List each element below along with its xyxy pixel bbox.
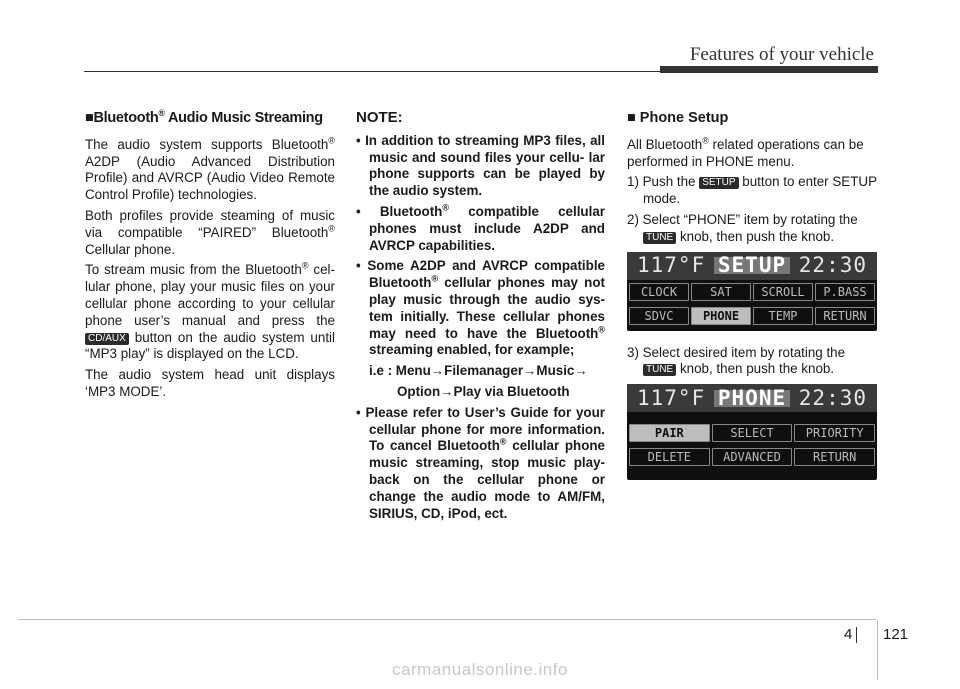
- lcd2-item-select: SELECT: [712, 424, 793, 442]
- chapter-number: 4: [844, 626, 853, 643]
- header-rule: [84, 71, 664, 72]
- lcd2-item-return: RETURN: [794, 448, 875, 466]
- cd-aux-button-icon: CD/AUX: [85, 333, 129, 345]
- note-item-4: • Please refer to User’s Guide for your cellular phone for more information. To cancel Bluetooth® cellular phone music streaming, stop music play- back on the cellular phone or change the audio mode to AM/FM, SIRIUS, CD, iPod, ect.: [356, 404, 606, 521]
- lcd-item-clock: CLOCK: [629, 283, 689, 301]
- note-item-2: • Bluetooth® compatible cellular phones must include A2DP and AVRCP capabilities.: [356, 202, 605, 253]
- header-bar: [660, 66, 878, 73]
- lcd2-mode: PHONE: [714, 390, 790, 407]
- note-title: NOTE:: [356, 109, 403, 126]
- lcd2-item-advanced: ADVANCED: [712, 448, 793, 466]
- footer-rule: [18, 619, 876, 620]
- page-number: 121: [883, 626, 909, 643]
- phone-setup-intro: All Bluetooth® related operations can be performed in PHONE menu.: [627, 135, 864, 169]
- lcd-item-phone-selected: PHONE: [691, 307, 751, 325]
- lcd-item-sdvc: SDVC: [629, 307, 689, 325]
- step-2: 2) Select “PHONE” item by rotating the TUNE knob, then push the knob.: [627, 211, 858, 244]
- column-note: [356, 108, 605, 526]
- lcd2-item-pair-selected: PAIR: [629, 424, 710, 442]
- lcd2-item-delete: DELETE: [629, 448, 710, 466]
- header-title: Features of your vehicle: [689, 44, 874, 65]
- step-1: 1) Push the SETUP button to enter SETUP mode.: [627, 174, 877, 207]
- lcd-mode: SETUP: [714, 257, 790, 274]
- paragraph-4: The audio system head unit displays ‘MP3 MODE’.: [85, 367, 335, 399]
- page-number-separator: [856, 627, 857, 643]
- tune-knob-icon-2: TUNE: [643, 364, 676, 376]
- lcd-phone-screen: [627, 384, 877, 480]
- watermark: carmanualsonline.info: [392, 660, 568, 679]
- lcd2-temp: 117°F: [637, 385, 706, 410]
- paragraph-1: The audio system supports Bluetooth® A2DP (Audio Advanced Distribution Profile) and AVRCP (Audio Video Remote Control Profile) technologies.: [85, 135, 335, 203]
- step-3: 3) Select desired item by rotating the TUNE knob, then push the knob.: [627, 344, 846, 377]
- lcd-item-sat: SAT: [691, 283, 751, 301]
- section-title-streaming: ■Bluetooth® Audio Music Streaming: [85, 108, 323, 126]
- lcd-item-return: RETURN: [815, 307, 875, 325]
- section-title-phone-setup: ■ Phone Setup: [627, 110, 729, 126]
- note-item-3: • Some A2DP and AVRCP compatible Bluetooth® cellular phones may not play music through the audio sys- tem initially. These cellular phones may need to have the Bluetooth® streaming enabled, for example;: [356, 258, 605, 358]
- note-example-line-2: Option→Play via Bluetooth: [397, 383, 570, 399]
- tune-knob-icon: TUNE: [643, 232, 676, 244]
- setup-button-icon: SETUP: [699, 177, 738, 189]
- note-item-1: • In addition to streaming MP3 files, all music and sound files your cellu- lar phone supports can be played by the audio system.: [356, 132, 605, 199]
- lcd-time: 22:30: [798, 253, 867, 278]
- column-phone-setup: [627, 108, 877, 494]
- paragraph-3: To stream music from the Bluetooth® cel- lular phone, play your music files on your cellular phone according to your cellular phone user’s manual and press the CD/AUX button on the audio system until “MP3 play” is displayed on the LCD.: [85, 260, 335, 362]
- lcd-temp: 117°F: [637, 253, 706, 278]
- lcd-setup-screen: [627, 252, 877, 331]
- lcd-item-temp: TEMP: [753, 307, 813, 325]
- column-bluetooth-streaming: [85, 108, 335, 405]
- note-example-line-1: i.e : Menu→Filemanager→Music→: [369, 363, 588, 379]
- lcd2-item-priority: PRIORITY: [794, 424, 875, 442]
- lcd-item-scroll: SCROLL: [753, 283, 813, 301]
- paragraph-2: Both profiles provide steaming of music via compatible “PAIRED” Bluetooth® Cellular phone.: [85, 207, 335, 257]
- lcd-item-pbass: P.BASS: [815, 283, 875, 301]
- lcd2-time: 22:30: [798, 385, 867, 410]
